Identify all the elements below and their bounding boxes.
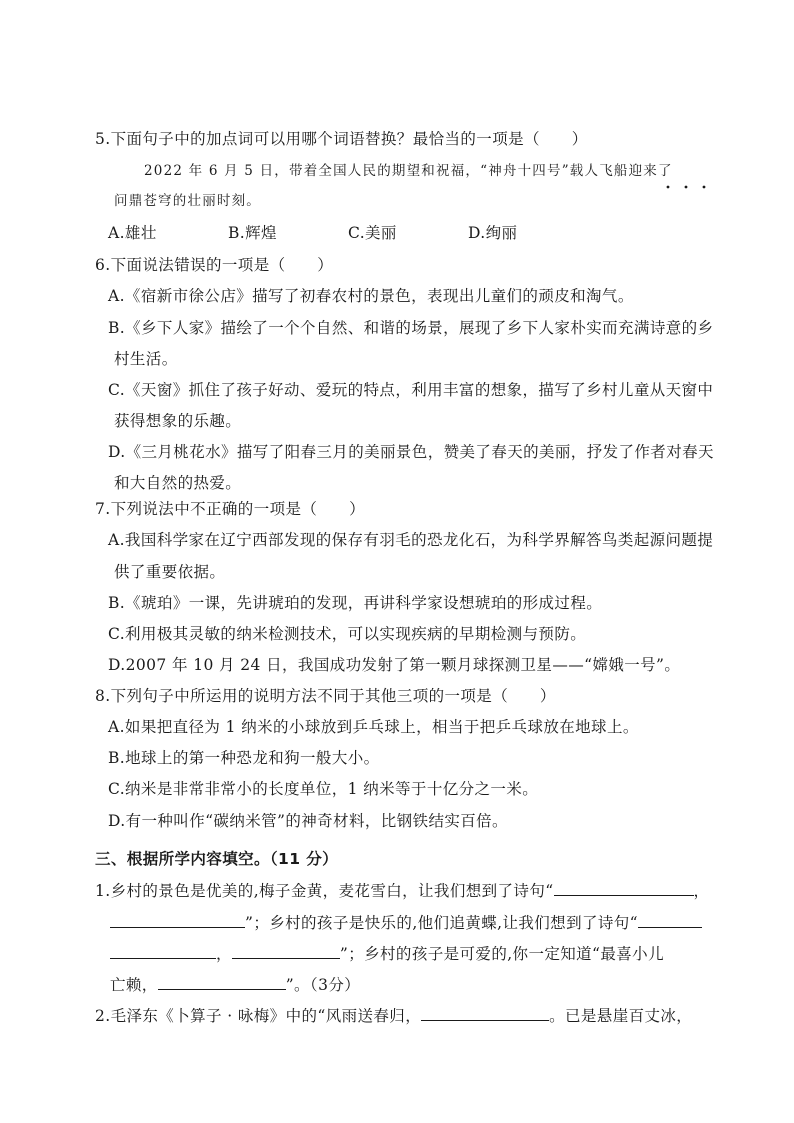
s3-q2-text-b: 。已是悬崖百丈冰， [549, 1007, 693, 1025]
s3-q1-text3b: ”；乡村的孩子是可爱的,你一定知道“最喜小儿 [339, 945, 664, 963]
answer-blank[interactable] [110, 911, 245, 928]
q5-passage-line2: 问鼎苍穹的壮丽时刻。 [114, 193, 261, 209]
s3-q1-line1 [95, 879, 709, 902]
s3-q2-text-a: 2.毛泽东《卜算子 · 咏梅》中的“风雨送春归， [95, 1007, 422, 1025]
s3-q1-text4b: ”。（3分） [285, 976, 361, 994]
s3-q1-line2 [110, 911, 702, 934]
answer-blank[interactable] [421, 1004, 549, 1021]
s3-q1-text1b: ， [693, 882, 710, 900]
q5-option-d: D.绚丽 [468, 224, 518, 242]
q8-option-c: C.纳米是非常非常小的长度单位，1 纳米等于十亿分之一米。 [108, 780, 539, 798]
q8-option-b: B.地球上的第一种恐龙和狗一般大小。 [108, 749, 380, 767]
q8-option-a: A.如果把直径为 1 纳米的小球放到乒乓球上，相当于把乒乓球放在地球上。 [108, 718, 639, 736]
answer-blank[interactable] [638, 911, 702, 928]
q7-option-a-line1: A.我国科学家在辽宁西部发现的保存有羽毛的恐龙化石，为科学界解答鸟类起源问题提 [108, 531, 714, 549]
q5-option-c: C.美丽 [348, 224, 397, 242]
q5-passage-text1: 2022 年 6 月 5 日，带着全国人民的期望和祝福，“神舟十四号”载人飞船迎来了 [144, 163, 673, 179]
answer-blank[interactable] [554, 879, 694, 896]
q6-option-b-line1: B.《乡下人家》描绘了一个个自然、和谐的场景，展现了乡下人家朴实而充满诗意的乡 [108, 319, 714, 337]
q6-option-d-line1: D.《三月桃花水》描写了阳春三月的美丽景色，赞美了春天的美丽，抒发了作者对春天 [108, 443, 714, 461]
q5-stem: 5.下面句子中的加点词可以用哪个词语替换？最恰当的一项是（ ） [95, 130, 588, 148]
q7-option-d: D.2007 年 10 月 24 日，我国成功发射了第一颗月球探测卫星——“嫦娥一号”。 [108, 656, 681, 674]
q6-option-d-line2: 和大自然的热爱。 [114, 474, 242, 492]
s3-q1-text4a: 亡赖， [110, 976, 158, 994]
section3-title: 三、根据所学内容填空。（11 分） [95, 850, 339, 868]
q7-option-a-line2: 供了重要依据。 [114, 563, 226, 581]
q5-passage-line1 [144, 160, 673, 182]
answer-blank[interactable] [110, 942, 216, 959]
q7-stem: 7.下列说法中不正确的一项是（ ） [95, 500, 365, 518]
q7-option-b: B.《琥珀》一课，先讲琥珀的发现，再讲科学家设想琥珀的形成过程。 [108, 594, 603, 612]
answer-blank[interactable] [158, 973, 286, 990]
s3-q1-text1a: 1.乡村的景色是优美的,梅子金黄，麦花雪白，让我们想到了诗句“ [95, 882, 554, 900]
q6-option-c-line2: 获得想象的乐趣。 [114, 412, 242, 430]
q6-stem: 6.下面说法错误的一项是（ ） [95, 256, 334, 274]
s3-q1-line3 [110, 942, 664, 965]
q6-option-c-line1: C.《天窗》抓住了孩子好动、爱玩的特点，利用丰富的想象，描写了乡村儿童从天窗中 [108, 381, 714, 399]
q8-stem: 8.下列句子中所运用的说明方法不同于其他三项的一项是（ ） [95, 687, 556, 705]
q5-option-b: B.辉煌 [228, 224, 277, 242]
s3-q1-text3a: ， [216, 945, 232, 963]
emphasis-dots [660, 184, 720, 190]
q5-option-a: A.雄壮 [108, 224, 157, 242]
answer-blank[interactable] [232, 942, 340, 959]
q6-option-b-line2: 村生活。 [114, 350, 178, 368]
s3-q1-line4 [110, 973, 360, 996]
s3-q1-text2a: ”；乡村的孩子是快乐的,他们追黄蝶,让我们想到了诗句“ [245, 914, 639, 932]
s3-q2-line1 [95, 1004, 692, 1027]
q8-option-d: D.有一种叫作“碳纳米管”的神奇材料，比钢铁结实百倍。 [108, 812, 508, 830]
q7-option-c: C.利用极其灵敏的纳米检测技术，可以实现疾病的早期检测与预防。 [108, 625, 587, 643]
q6-option-a: A.《宿新市徐公店》描写了初春农村的景色，表现出儿童们的顽皮和淘气。 [108, 287, 634, 305]
